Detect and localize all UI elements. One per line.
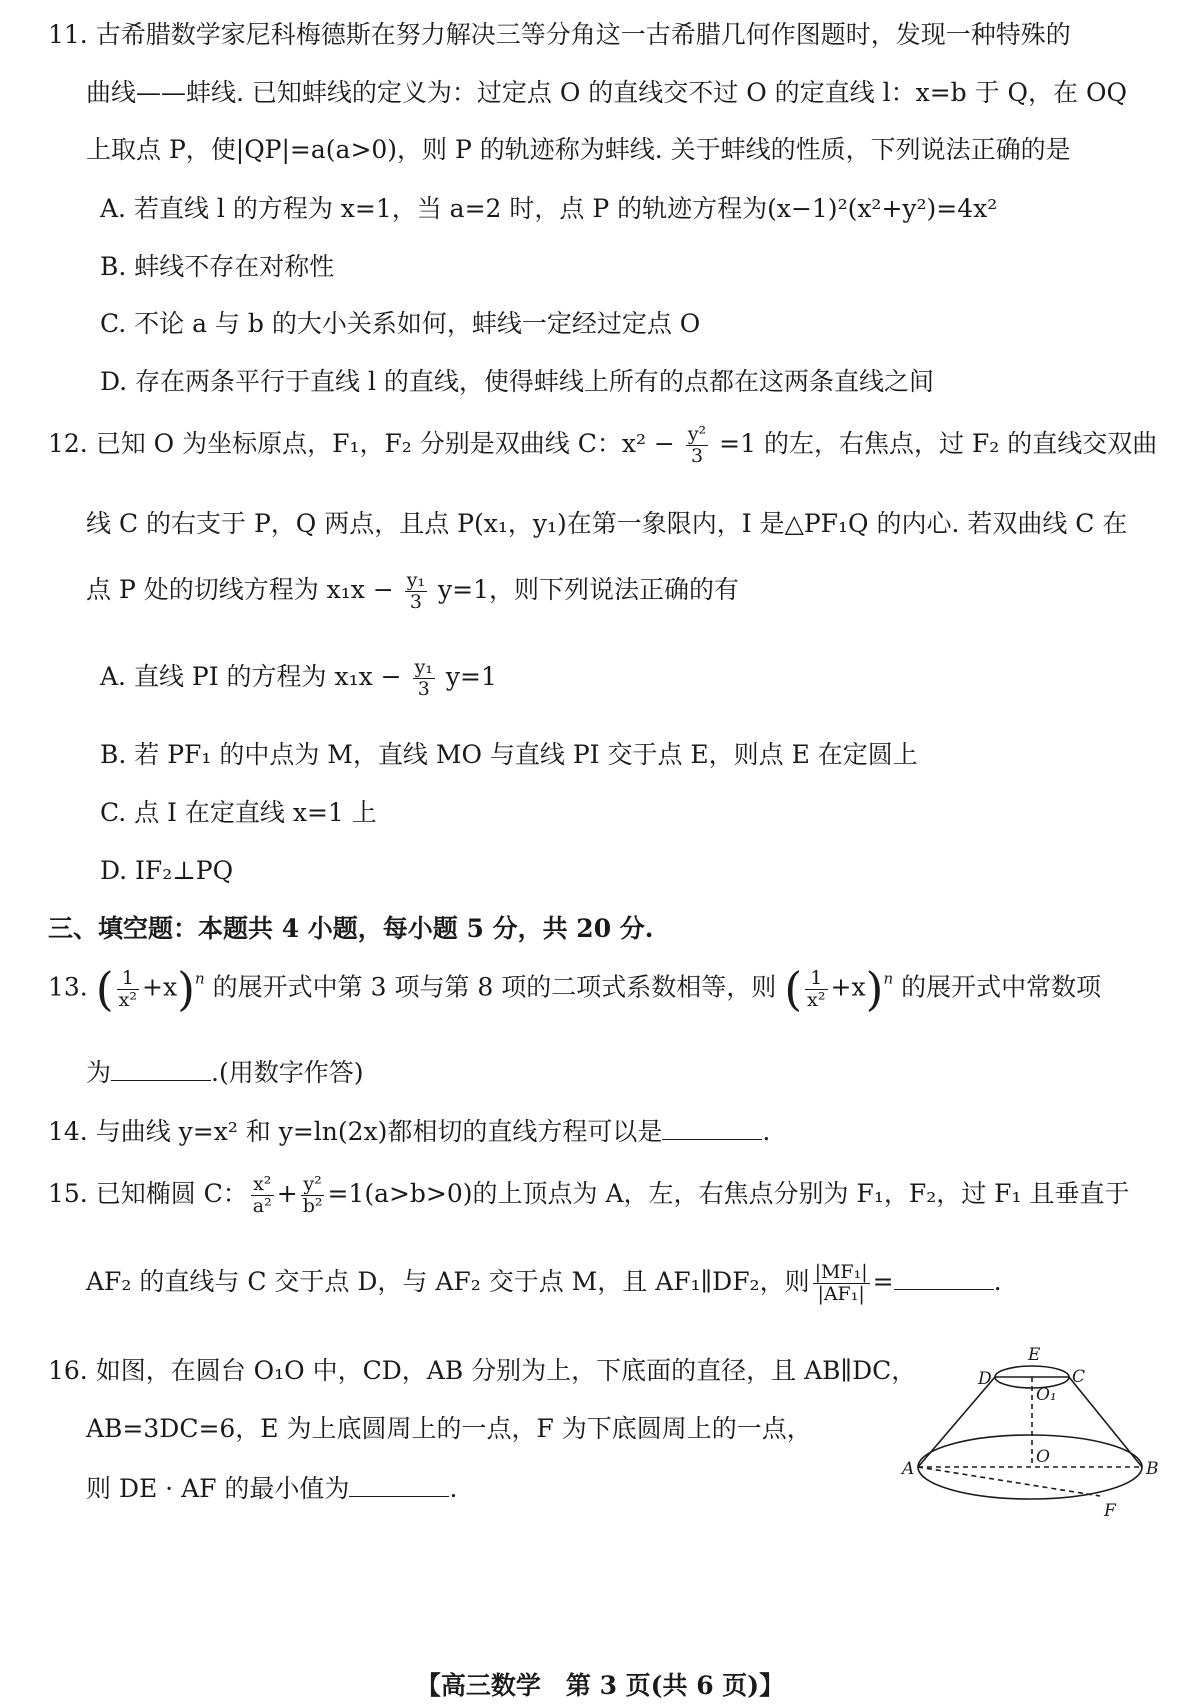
q15-line2-text-a: AF₂ 的直线与 C 交于点 D，与 AF₂ 交于点 M，且 AF₁∥DF₂，则 [86,1266,810,1296]
q12-option-a-text-a: A. 直线 PI 的方程为 x₁x − [100,661,402,691]
q15-fraction-y2-over-b2 [301,1174,325,1217]
q14-line [48,1117,770,1144]
q11-option-b: B. 蚌线不存在对称性 [100,252,335,281]
q13-plus-x: +x [142,972,178,1002]
q13-line1 [48,962,1102,1016]
left-paren: ( [784,962,803,1016]
q12-line2: 线 C 的右支于 P，Q 两点，且点 P(x₁，y₁)在第一象限内，I 是△PF₁Q 的内心. 若双曲线 C 在 [86,509,1128,538]
q16-line3 [86,1474,457,1501]
q12-option-d: D. IF₂⊥PQ [100,856,234,885]
left-paren: ( [95,962,114,1016]
q15-fraction-x2-over-a2 [251,1174,274,1217]
q12-fraction-y1-over-3 [405,570,427,613]
q11-option-a: A. 若直线 l 的方程为 x=1，当 a=2 时，点 P 的轨迹方程为(x−1)²(x²+y²)=4x² [100,194,998,223]
label-a: A [902,1459,915,1479]
label-c: C [1072,1367,1086,1387]
frac-denominator: 3 [686,445,708,467]
q12-line3-text-a: 点 P 处的切线方程为 x₁x − [86,574,394,604]
section-3-heading: 三、填空题：本题共 4 小题，每小题 5 分，共 20 分. [48,914,654,943]
q13-line2-text-a: 为 [86,1058,112,1087]
q12-fraction-y2-over-3 [686,424,708,467]
q14-text: 14. 与曲线 y=x² 和 y=ln(2x)都相切的直线方程可以是 [48,1117,663,1146]
q15-equals: = [872,1266,894,1296]
q11-line1: 11. 古希腊数学家尼科梅德斯在努力解决三等分角这一古希腊几何作图题时，发现一种特殊的 [48,20,1071,49]
q16-line2: AB=3DC=6，E 为上底圆周上的一点，F 为下底圆周上的一点， [86,1414,812,1443]
frac-denominator: x² [807,988,826,1011]
frac-numerator: |MF₁| [814,1261,868,1283]
q15-ratio-fraction [813,1262,870,1305]
q11-option-d: D. 存在两条平行于直线 l 的直线，使得蚌线上所有的点都在这两条直线之间 [100,367,934,396]
frustum-figure [900,1340,1160,1570]
q12-line3-text-b: y=1，则下列说法正确的有 [438,574,740,604]
frac-numerator: 1 [810,966,823,989]
q13-end-text: 的展开式中常数项 [901,972,1102,1002]
right-paren: ) [865,962,884,1016]
q13-middle-text: 的展开式中第 3 项与第 8 项的二项式系数相等，则 [212,972,777,1002]
label-o: O [1036,1447,1050,1467]
page-footer: 【高三数学 第 3 页(共 6 页)】 [415,1671,785,1700]
q12-option-a-fraction [413,657,435,700]
q16-text: 则 DE · AF 的最小值为 [86,1474,350,1503]
frac-denominator: |AF₁| [813,1283,870,1305]
q15-text-a: 15. 已知椭圆 C： [48,1178,248,1208]
q11-line3: 上取点 P，使|QP|=a(a>0)，则 P 的轨迹称为蚌线. 关于蚌线的性质，下列说法正确的是 [86,135,1071,164]
answer-blank[interactable] [662,1117,762,1140]
q13-exponent: n [195,969,205,988]
q13-exponent-second: n [883,969,894,988]
answer-blank[interactable] [894,1267,994,1290]
q15-plus: + [276,1178,298,1208]
label-d: D [978,1369,992,1389]
q14-end: . [762,1117,771,1146]
q12-option-a [100,657,497,700]
q15-end: . [993,1266,1002,1296]
right-paren: ) [177,962,196,1016]
frac-numerator: y₁ [414,656,433,678]
segment-af [918,1467,1100,1496]
q16-end: . [449,1474,458,1503]
frac-denominator: b² [302,1194,323,1217]
right-slant-edge [1069,1377,1142,1467]
q13-line2 [86,1058,363,1085]
label-b: B [1146,1459,1159,1479]
q12-line1-text-a: 12. 已知 O 为坐标原点，F₁，F₂ 分别是双曲线 C：x² − [48,428,675,458]
q13-number: 13. [48,972,88,1002]
q13-fraction-1-over-x2-second [805,968,827,1011]
frac-numerator: 1 [121,966,134,989]
q13-line2-text-b: .(用数字作答) [211,1058,364,1087]
label-f: F [1104,1501,1116,1521]
q15-line2 [86,1262,1002,1305]
q16-line1: 16. 如图，在圆台 O₁O 中，CD，AB 分别为上，下底面的直径，且 AB∥DC， [48,1356,917,1385]
frac-numerator: x² [253,1173,272,1195]
q12-option-b: B. 若 PF₁ 的中点为 M，直线 MO 与直线 PI 交于点 E，则点 E 在定圆上 [100,740,918,769]
frac-numerator: y² [303,1173,322,1195]
answer-blank[interactable] [111,1058,211,1081]
q13-fraction-1-over-x2 [117,968,139,1011]
frac-denominator: a² [252,1194,272,1217]
label-o1: O₁ [1036,1385,1057,1405]
q12-option-a-text-b: y=1 [445,661,497,691]
q12-line1-text-b: =1 的左，右焦点，过 F₂ 的直线交双曲 [719,428,1158,458]
frac-numerator: y² [687,423,707,445]
q13-plus-x-second: +x [830,972,866,1002]
q11-option-c: C. 不论 a 与 b 的大小关系如何，蚌线一定经过定点 O [100,309,701,338]
q12-line3 [86,570,739,613]
q15-text-b: =1(a>b>0)的上顶点为 A，左，右焦点分别为 F₁，F₂，过 F₁ 且垂直于 [327,1178,1130,1208]
label-e: E [1028,1345,1041,1365]
frac-denominator: 3 [405,591,427,613]
frac-numerator: y₁ [406,569,426,591]
q11-line2: 曲线——蚌线. 已知蚌线的定义为：过定点 O 的直线交不过 O 的定直线 l：x=b 于 Q，在 OQ [86,78,1127,107]
left-slant-edge [918,1377,995,1467]
answer-blank[interactable] [349,1474,449,1497]
frac-denominator: x² [118,988,138,1011]
q15-line1 [48,1174,1130,1217]
frac-denominator: 3 [413,678,435,700]
q12-line1 [48,424,1157,467]
q12-option-c: C. 点 I 在定直线 x=1 上 [100,798,377,827]
